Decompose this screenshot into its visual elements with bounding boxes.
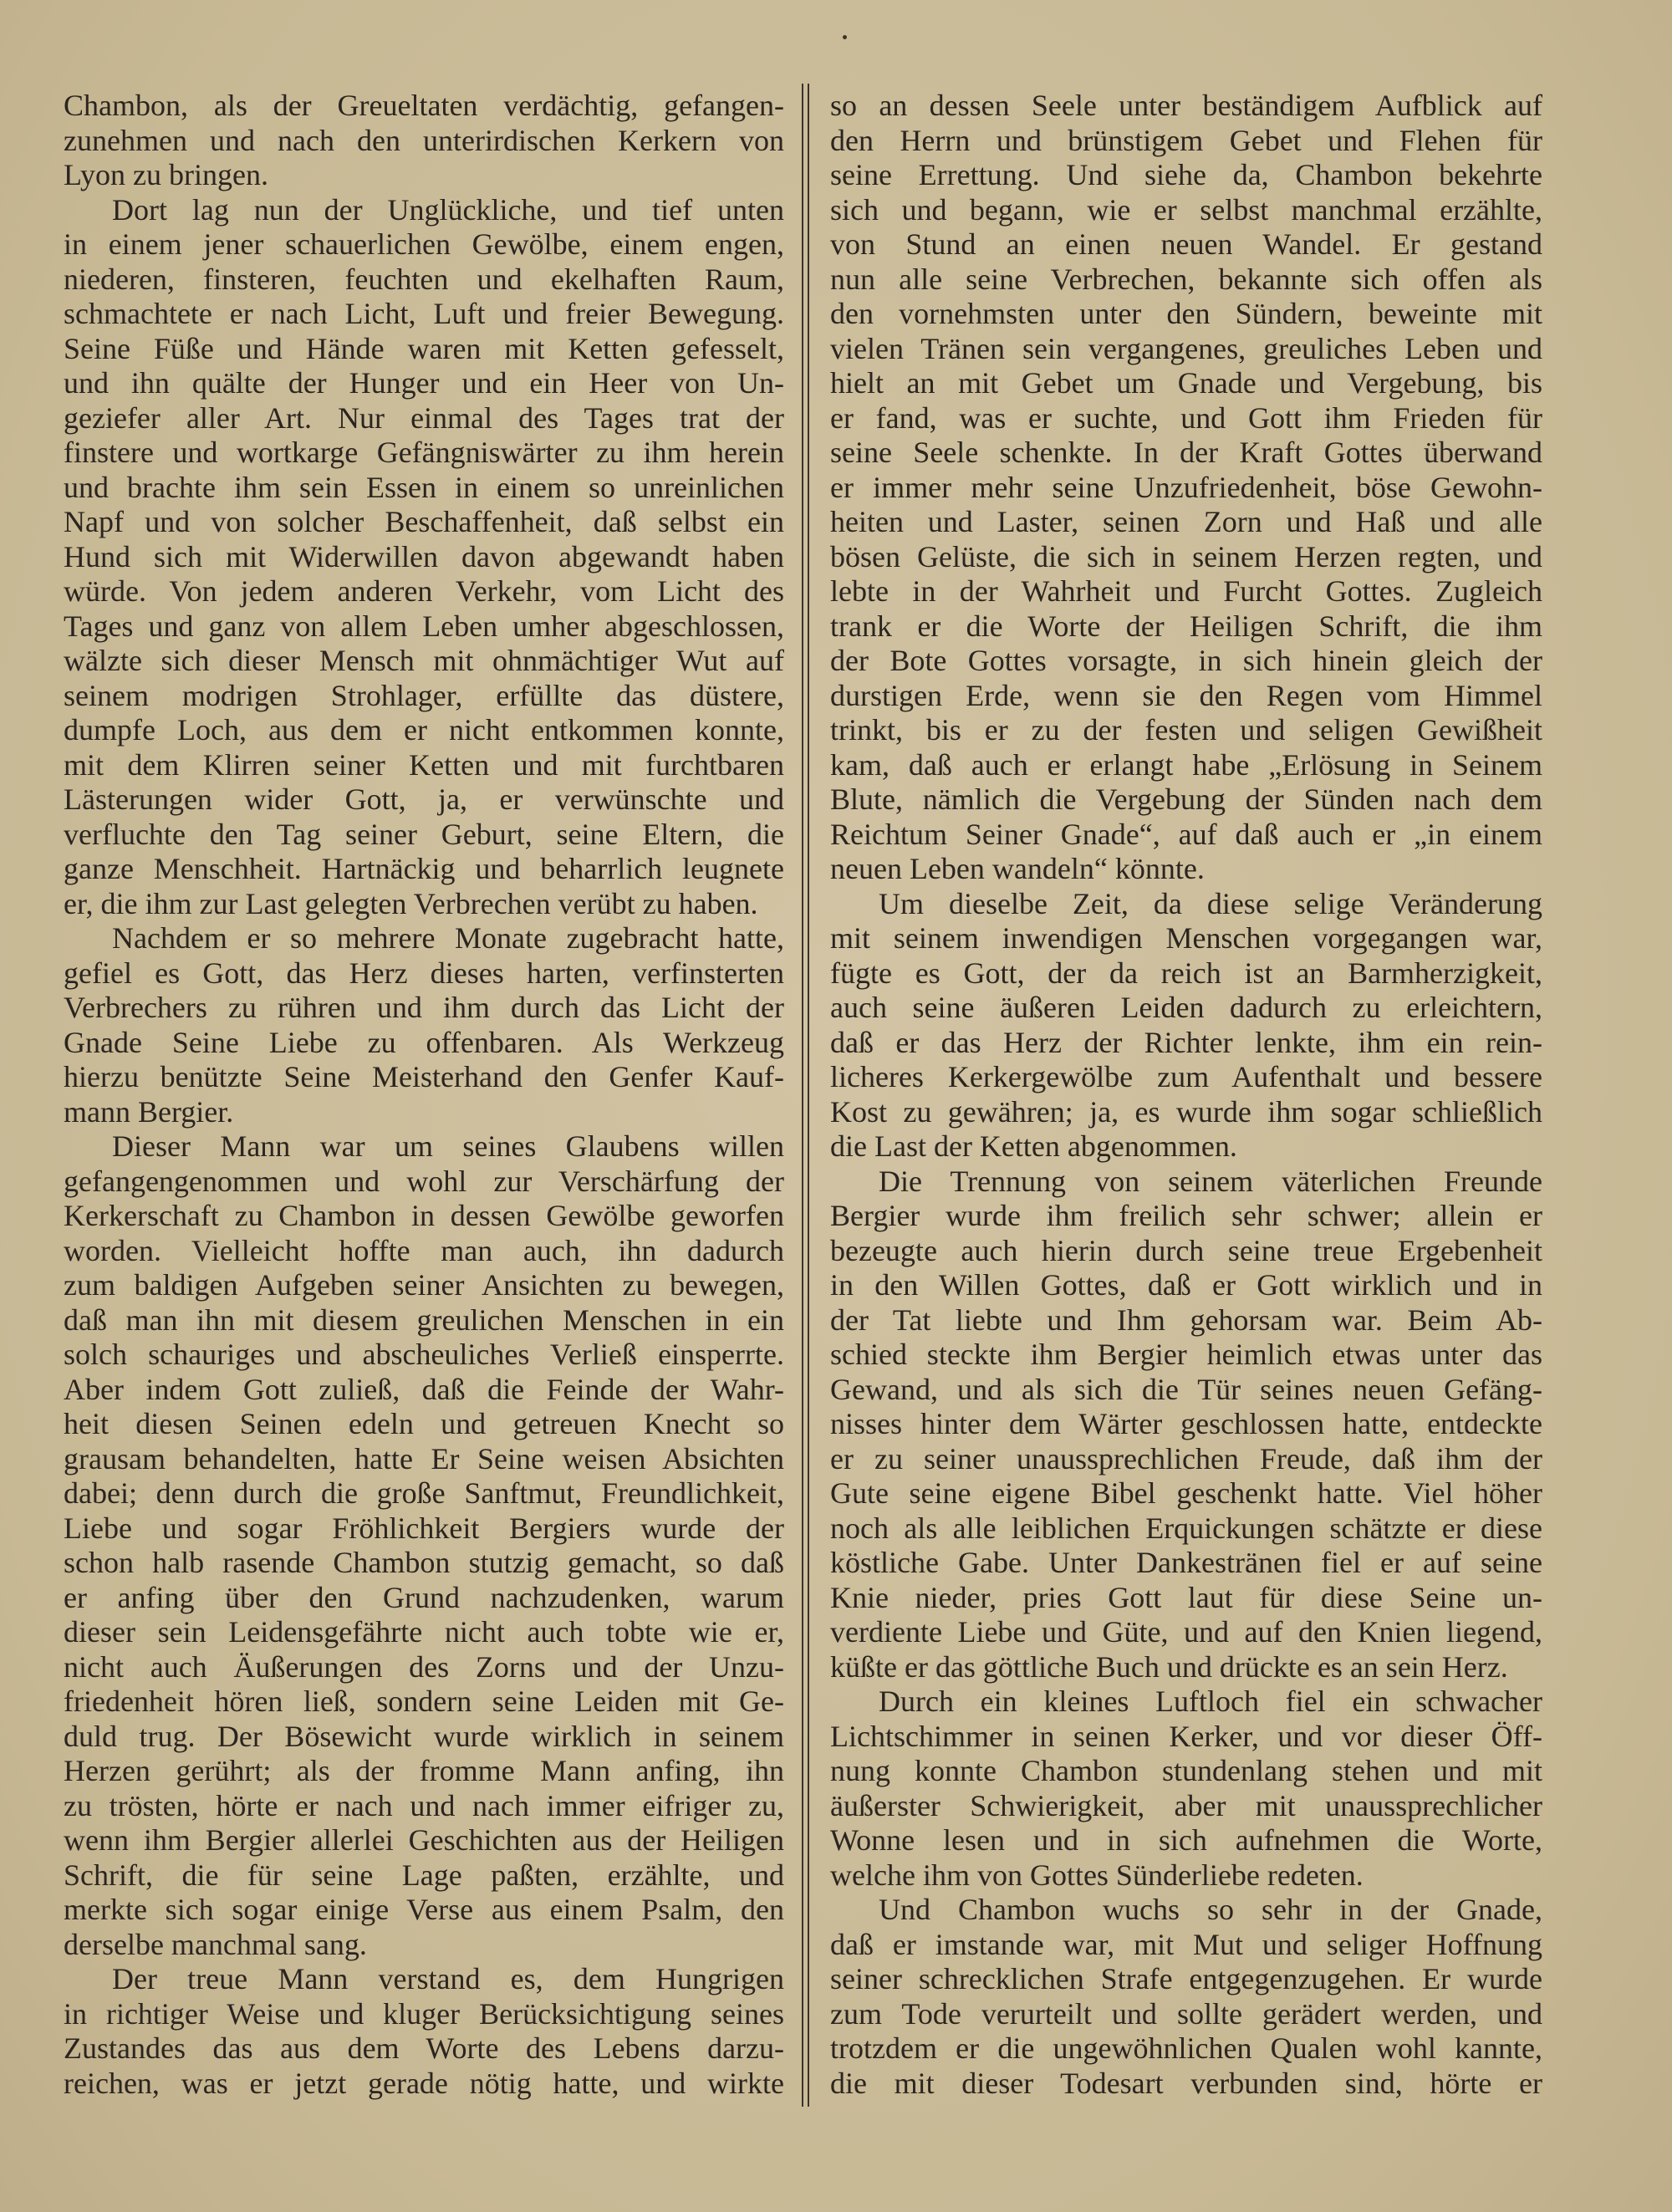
text-line: in einem jener schauerlichen Gewölbe, einem engen, [64,227,784,261]
text-line: trank er die Worte der Heiligen Schrift, die ihm [830,609,1542,643]
text-line: zu trösten, hörte er nach und nach immer eifriger zu, [64,1788,784,1822]
text-line: worden. Vielleicht hoffte man auch, ihn dadurch [64,1233,784,1267]
text-line: noch als alle leiblichen Erquickungen schätzte er diese [830,1511,1542,1545]
text-line: hierzu benützte Seine Meisterhand den Genfer Kauf- [64,1060,784,1093]
text-line: niederen, finsteren, feuchten und ekelhaften Raum, [64,262,784,296]
text-line: nun alle seine Verbrechen, bekannte sich offen als [830,262,1542,296]
text-line: verdiente Liebe und Güte, und auf den Knien liegend, [830,1615,1542,1649]
text-line: Gnade Seine Liebe zu offenbaren. Als Werkzeug [64,1025,784,1059]
text-line: grausam behandelten, hatte Er Seine weisen Absichten [64,1441,784,1476]
text-line: Reichtum Seiner Gnade“, auf daß auch er „in einem [830,817,1542,851]
print-speck [843,35,847,39]
text-line: und ihn quälte der Hunger und ein Heer von Un- [64,366,784,400]
text-line: seine Errettung. Und siehe da, Chambon bekehrte [830,158,1542,191]
column-rule [808,84,809,2107]
text-line: Dort lag nun der Unglückliche, und tief unten [112,192,784,227]
text-line: heit diesen Seinen edeln und getreuen Knecht so [64,1407,784,1440]
text-line: daß er das Herz der Richter lenkte, ihm ein rein- [830,1025,1542,1059]
text-line: daß er imstande war, mit Mut und seliger Hoffnung [830,1927,1542,1961]
text-line: bösen Gelüste, die sich in seinem Herzen regten, und [830,539,1542,573]
text-line: nicht auch Äußerungen des Zorns und der Unzu- [64,1649,784,1684]
text-line: nisses hinter dem Wärter geschlossen hatte, entdeckte [830,1407,1542,1440]
text-line: Wonne lesen und in sich aufnehmen die Worte, [830,1823,1542,1857]
text-line: schmachtete er nach Licht, Luft und freier Bewegung. [64,297,784,330]
text-line: sich und begann, wie er selbst manchmal erzählte, [830,192,1542,227]
text-line: kam, daß auch er erlangt habe „Erlösung in Seinem [830,747,1542,782]
text-line: wälzte sich dieser Mensch mit ohnmächtiger Wut auf [64,644,784,677]
text-line: so an dessen Seele unter beständigem Aufblick auf [830,89,1542,122]
text-line: schied steckte ihm Bergier heimlich etwas unter das [830,1338,1542,1371]
text-line: zum baldigen Aufgeben seiner Ansichten zu bewegen, [64,1268,784,1302]
text-line: Seine Füße und Hände waren mit Ketten gefesselt, [64,331,784,365]
text-line: seine Seele schenkte. In der Kraft Gottes überwand [830,436,1542,469]
text-line: mit seinem inwendigen Menschen vorgegangen war, [830,921,1542,955]
text-line: Bergier wurde ihm freilich sehr schwer; allein er [830,1199,1542,1232]
text-line: reichen, was er jetzt gerade nötig hatte, und wirkte [64,2066,784,2100]
text-line: küßte er das göttliche Buch und drückte es an sein Herz. [830,1649,1508,1684]
text-line: die Last der Ketten abgenommen. [830,1129,1237,1163]
text-line: er immer mehr seine Unzufriedenheit, böse Gewohn- [830,470,1542,504]
text-line: köstliche Gabe. Unter Dankestränen fiel er auf seine [830,1546,1542,1579]
text-line: mann Bergier. [64,1094,234,1129]
text-line: Zustandes das aus dem Worte des Lebens darzu- [64,2031,784,2065]
text-line: Um dieselbe Zeit, da diese selige Veränderung [879,886,1542,920]
text-line: geziefer aller Art. Nur einmal des Tages trat der [64,400,784,435]
text-line: Lästerungen wider Gott, ja, er verwünschte und [64,782,784,816]
text-line: merkte sich sogar einige Verse aus einem Psalm, den [64,1893,784,1926]
text-line: würde. Von jedem anderen Verkehr, vom Licht des [64,574,784,608]
text-line: Der treue Mann verstand es, dem Hungrigen [112,1962,784,1995]
text-line: licheres Kerkergewölbe zum Aufenthalt und bessere [830,1060,1542,1093]
text-line: bezeugte auch hierin durch seine treue Ergebenheit [830,1233,1542,1267]
text-line: er, die ihm zur Last gelegten Verbrechen verübt zu haben. [64,886,758,920]
text-column-left [64,89,784,2101]
text-line: Nachdem er so mehrere Monate zugebracht hatte, [112,921,784,955]
text-line: mit dem Klirren seiner Ketten und mit furchtbaren [64,747,784,782]
text-line: lebte in der Wahrheit und Furcht Gottes. Zugleich [830,574,1542,608]
text-line: Gute seine eigene Bibel geschenkt hatte. Viel höher [830,1476,1542,1510]
text-line: heiten und Laster, seinen Zorn und Haß und alle [830,505,1542,538]
text-line: Chambon, als der Greueltaten verdächtig, gefangen- [64,89,784,122]
text-line: Und Chambon wuchs so sehr in der Gnade, [879,1893,1542,1926]
text-line: welche ihm von Gottes Sünderliebe redeten. [830,1858,1364,1892]
text-line: den vornehmsten unter den Sündern, beweinte mit [830,297,1542,330]
text-line: derselbe manchmal sang. [64,1927,367,1961]
text-line: äußerster Schwierigkeit, aber mit unaussprechlicher [830,1788,1542,1822]
text-line: trinkt, bis er zu der festen und seligen Gewißheit [830,713,1542,747]
text-line: daß man ihn mit diesem greulichen Menschen in ein [64,1302,784,1337]
text-line: neuen Leben wandeln“ könnte. [830,852,1205,885]
text-line: Aber indem Gott zuließ, daß die Feinde der Wahr- [64,1372,784,1406]
column-rule [802,84,803,2107]
text-line: die mit dieser Todesart verbunden sind, hörte er [830,2066,1542,2100]
text-column-right [830,89,1542,2101]
text-line: Die Trennung von seinem väterlichen Freunde [879,1164,1542,1198]
text-line: Tages und ganz von allem Leben umher abgeschlossen, [64,609,784,643]
text-line: Gewand, und als sich die Tür seines neuen Gefäng- [830,1372,1542,1406]
text-line: verfluchte den Tag seiner Geburt, seine Eltern, die [64,817,784,851]
text-line: gefangengenommen und wohl zur Verschärfung der [64,1164,784,1198]
text-line: Lichtschimmer in seinen Kerker, und vor dieser Öff- [830,1719,1542,1753]
text-line: durstigen Erde, wenn sie den Regen vom Himmel [830,678,1542,712]
text-line: Verbrechers zu rühren und ihm durch das Licht der [64,991,784,1024]
text-line: dabei; denn durch die große Sanftmut, Freundlichkeit, [64,1476,784,1510]
text-line: wenn ihm Bergier allerlei Geschichten aus der Heiligen [64,1823,784,1857]
text-line: in den Willen Gottes, daß er Gott wirklich und in [830,1268,1542,1302]
text-line: ganze Menschheit. Hartnäckig und beharrlich leugnete [64,852,784,885]
text-line: zunehmen und nach den unterirdischen Kerkern von [64,123,784,157]
text-line: er zu seiner unaussprechlichen Freude, daß ihm der [830,1441,1542,1476]
text-line: Durch ein kleines Luftloch fiel ein schwacher [879,1684,1542,1718]
text-line: Schrift, die für seine Lage paßten, erzählte, und [64,1858,784,1892]
text-line: Kerkerschaft zu Chambon in dessen Gewölbe geworfen [64,1199,784,1232]
text-line: Blute, nämlich die Vergebung der Sünden nach dem [830,782,1542,816]
text-line: Hund sich mit Widerwillen davon abgewandt haben [64,539,784,573]
text-line: auch seine äußeren Leiden dadurch zu erleichtern, [830,991,1542,1024]
text-line: dumpfe Loch, aus dem er nicht entkommen konnte, [64,713,784,747]
text-line: friedenheit hören ließ, sondern seine Leiden mit Ge- [64,1684,784,1718]
text-line: zum Tode verurteilt und sollte gerädert werden, und [830,1996,1542,2031]
text-line: Kost zu gewähren; ja, es wurde ihm sogar schließlich [830,1094,1542,1129]
text-line: dieser sein Leidensgefährte nicht auch tobte wie er, [64,1615,784,1649]
text-line: vielen Tränen sein vergangenes, greuliches Leben und [830,331,1542,365]
text-line: in richtiger Weise und kluger Berücksichtigung seines [64,1996,784,2031]
text-line: gefiel es Gott, das Herz dieses harten, verfinsterten [64,956,784,990]
text-line: Knie nieder, pries Gott laut für diese Seine un- [830,1580,1542,1614]
text-line: hielt an mit Gebet um Gnade und Vergebung, bis [830,366,1542,400]
text-line: finstere und wortkarge Gefängniswärter zu ihm herein [64,436,784,469]
text-line: Liebe und sogar Fröhlichkeit Bergiers wurde der [64,1511,784,1545]
text-line: fügte es Gott, der da reich ist an Barmherzigkeit, [830,956,1542,990]
text-line: den Herrn und brünstigem Gebet und Flehen für [830,123,1542,157]
text-line: schon halb rasende Chambon stutzig gemacht, so daß [64,1546,784,1579]
text-line: seiner schrecklichen Strafe entgegenzugehen. Er wurde [830,1962,1542,1995]
text-line: er fand, was er suchte, und Gott ihm Frieden für [830,400,1542,435]
text-line: der Bote Gottes vorsagte, in sich hinein gleich der [830,644,1542,677]
text-line: trotzdem er die ungewöhnlichen Qualen wohl kannte, [830,2031,1542,2065]
text-line: Dieser Mann war um seines Glaubens willen [112,1129,784,1163]
text-line: der Tat liebte und Ihm gehorsam war. Beim Ab- [830,1302,1542,1337]
text-line: seinem modrigen Strohlager, erfüllte das düstere, [64,678,784,712]
text-line: duld trug. Der Bösewicht wurde wirklich in seinem [64,1719,784,1753]
text-line: er anfing über den Grund nachzudenken, warum [64,1580,784,1614]
text-line: von Stund an einen neuen Wandel. Er gestand [830,227,1542,261]
text-line: Lyon zu bringen. [64,158,268,191]
text-line: nung konnte Chambon stundenlang stehen und mit [830,1754,1542,1787]
text-line: Herzen gerührt; als der fromme Mann anfing, ihn [64,1754,784,1787]
text-line: Napf und von solcher Beschaffenheit, daß selbst ein [64,505,784,538]
text-line: und brachte ihm sein Essen in einem so unreinlichen [64,470,784,504]
text-line: solch schauriges und abscheuliches Verließ einsperrte. [64,1338,784,1371]
